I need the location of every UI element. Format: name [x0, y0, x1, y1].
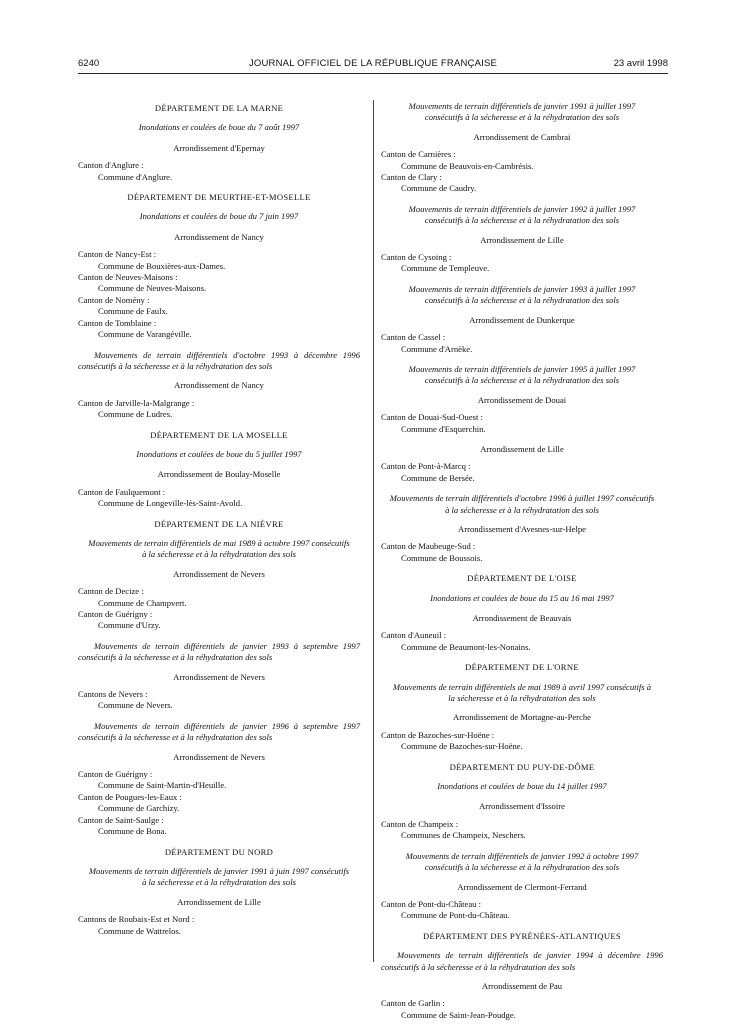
right-column	[381, 101, 663, 1030]
department-heading: DÉPARTEMENT DE LA NIÈVRE	[154, 518, 284, 529]
commune-line: Commune d'Esquerchin.	[401, 423, 486, 434]
arrondissement-heading: Arrondissement de Nancy	[174, 380, 264, 391]
issue-date: 23 avril 1998	[613, 58, 668, 69]
canton-group	[78, 914, 360, 937]
commune-line: Commune de Varangéville.	[98, 329, 192, 340]
canton-group	[381, 630, 663, 653]
commune-line: Commune de Garchizy.	[98, 803, 180, 814]
canton-line: Canton de Nancy-Est :	[78, 249, 157, 260]
column-divider	[373, 100, 374, 962]
canton-group	[78, 249, 360, 340]
arrondissement-heading: Arrondissement de Nancy	[174, 231, 264, 242]
canton-line: Canton d'Anglure :	[78, 160, 144, 171]
canton-group	[381, 730, 663, 753]
event-title: Mouvements de terrain différentiels de janvier 1996 à septembre 1997 consécutifs à la sécheresse et à la réhydratation des sols	[78, 720, 360, 743]
arrondissement-heading: Arrondissement de Dunkerque	[469, 314, 575, 325]
canton-line: Canton de Decize :	[78, 586, 144, 597]
canton-line: Canton de Douai-Sud-Ouest :	[381, 412, 483, 423]
canton-line: Cantons de Roubaix-Est et Nord :	[78, 914, 195, 925]
commune-line: Commune de Caudry.	[401, 183, 477, 194]
canton-line: Canton de Clary :	[381, 172, 442, 183]
canton-group	[381, 899, 663, 922]
arrondissement-heading: Arrondissement de Beauvais	[472, 613, 572, 623]
arrondissement-heading: Arrondissement de Boulay-Moselle	[157, 469, 281, 480]
event-title: Inondations et coulées de boue du 7 août 1997	[138, 122, 300, 133]
canton-line: Canton de Guérigny :	[78, 609, 153, 619]
canton-group	[381, 149, 663, 195]
event-title: Mouvements de terrain différentiels de janvier 1995 à juillet 1997 consécutifs à la sécheresse et à la réhydratation des sols	[408, 363, 636, 386]
canton-line: Canton de Bazoches-sur-Hoëne :	[381, 729, 495, 740]
arrondissement-heading: Arrondissement d'Epernay	[173, 142, 265, 153]
canton-line: Canton de Jarville-la-Malgrange :	[78, 397, 195, 408]
event-title: Mouvements de terrain différentiels de janvier 1993 à septembre 1997 consécutifs à la sécheresse et à la réhydratation des sols	[78, 640, 360, 663]
commune-line: Commune d'Arnèke.	[401, 343, 473, 354]
arrondissement-heading: Arrondissement d'Issoire	[479, 801, 565, 812]
canton-line: Canton de Cassel :	[381, 332, 446, 343]
commune-line: Commune de Beauvois-en-Cambrésis.	[401, 160, 534, 171]
event-title: Mouvements de terrain différentiels de janvier 1993 à juillet 1997 consécutifs à la sécheresse et à la réhydratation des sols	[408, 283, 636, 306]
canton-line: Canton d'Auneuil :	[381, 630, 447, 641]
department-heading: DÉPARTEMENT DU PUY-DE-DÔME	[449, 761, 595, 772]
department-heading: DÉPARTEMENT DE LA MARNE	[154, 103, 284, 113]
event-title: Mouvements de terrain différentiels de janvier 1992 à juillet 1997 consécutifs à la sécheresse et à la réhydratation des sols	[408, 203, 636, 226]
commune-line: Commune de Bazoches-sur-Hoëne.	[401, 741, 523, 752]
canton-line: Canton de Cysoing :	[381, 252, 452, 263]
left-column	[78, 101, 360, 946]
canton-line: Canton de Garlin :	[381, 998, 445, 1009]
canton-group	[381, 541, 663, 564]
event-title: Mouvements de terrain différentiels de mai 1989 à octobre 1997 consécutifs à la sécheresse et à la réhydratation des sols	[88, 537, 350, 560]
event-title: Mouvements de terrain différentiels de janvier 1991 à juin 1997 consécutifs à la sécheresse et à la réhydratation des sols	[88, 865, 350, 888]
commune-line: Commune de Boussois.	[401, 552, 483, 563]
canton-group	[78, 586, 360, 632]
event-title: Mouvements de terrain différentiels de mai 1989 à avril 1997 consécutifs à la sécheresse et à la réhydratation des sols	[392, 681, 652, 704]
arrondissement-heading: Arrondissement de Lille	[177, 896, 261, 907]
department-heading: DÉPARTEMENT DE MEURTHE-ET-MOSELLE	[127, 192, 311, 203]
arrondissement-heading: Arrondissement de Pau	[481, 980, 563, 991]
arrondissement-heading: Arrondissement d'Avesnes-sur-Helpe	[458, 523, 586, 534]
canton-line: Canton de Champeix :	[381, 818, 459, 829]
canton-group	[78, 160, 360, 183]
canton-line: Canton de Pont-à-Marcq :	[381, 461, 471, 472]
canton-line: Canton de Neuves-Maisons :	[78, 272, 178, 283]
arrondissement-heading: Arrondissement de Lille	[480, 443, 564, 454]
event-title: Mouvements de terrain différentiels de janvier 1994 à décembre 1996 consécutifs à la sécheresse et à la réhydratation des sols	[381, 950, 663, 972]
commune-line: Commune d'Urzy.	[98, 620, 161, 631]
commune-line: Communes de Champeix, Neschers.	[401, 830, 526, 841]
department-heading: DÉPARTEMENT DE L'OISE	[467, 573, 577, 584]
event-title: Inondations et coulées de boue du 5 juillet 1997	[136, 448, 302, 459]
canton-group	[78, 398, 360, 421]
canton-group	[381, 332, 663, 355]
commune-line: Commune de Bona.	[98, 826, 167, 837]
journal-title: JOURNAL OFFICIEL DE LA RÉPUBLIQUE FRANÇAISE	[248, 58, 498, 69]
commune-line: Commune de Saint-Martin-d'Heuille.	[98, 780, 227, 791]
canton-group	[381, 461, 663, 484]
canton-line: Canton de Saint-Saulge :	[78, 814, 164, 825]
department-heading: DÉPARTEMENT DE LA MOSELLE	[150, 429, 288, 440]
arrondissement-heading: Arrondissement de Lille	[480, 234, 564, 245]
canton-line: Canton de Tomblaine :	[78, 317, 157, 328]
commune-line: Commune de Neuves-Maisons.	[98, 283, 207, 294]
canton-group	[381, 252, 663, 275]
event-title: Inondations et coulées de boue du 7 juin 1997	[139, 211, 299, 222]
page-header	[78, 58, 668, 72]
canton-line: Canton de Faulquemont :	[78, 486, 166, 497]
commune-line: Commune de Ludres.	[98, 409, 173, 420]
commune-line: Commune de Wattrelos.	[98, 925, 181, 936]
arrondissement-heading: Arrondissement de Nevers	[173, 671, 265, 682]
canton-line: Canton de Pougues-les-Eaux :	[78, 791, 182, 802]
commune-line: Commune de Templeuve.	[401, 263, 490, 274]
canton-group	[78, 769, 360, 837]
canton-group	[381, 998, 663, 1021]
arrondissement-heading: Arrondissement de Mortagne-au-Perche	[453, 712, 591, 723]
department-heading: DÉPARTEMENT DU NORD	[164, 846, 274, 857]
arrondissement-heading: Arrondissement de Nevers	[173, 568, 265, 579]
canton-line: Canton de Nomény :	[78, 294, 150, 305]
page-number: 6240	[78, 58, 100, 69]
event-title: Mouvements de terrain différentiels de janvier 1991 à juillet 1997 consécutifs à la sécheresse et à la réhydratation des sols	[408, 101, 636, 123]
commune-line: Commune de Longeville-lès-Saint-Avold.	[98, 498, 243, 509]
canton-line: Canton de Guérigny :	[78, 769, 153, 780]
event-title: Mouvements de terrain différentiels d'octobre 1993 à décembre 1996 consécutifs à la sécheresse et à la réhydratation des sols	[78, 349, 360, 371]
arrondissement-heading: Arrondissement de Nevers	[173, 751, 265, 762]
arrondissement-heading: Arrondissement de Clermont-Ferrand	[457, 881, 587, 892]
commune-line: Commune de Saint-Jean-Poudge.	[401, 1009, 516, 1020]
canton-group	[78, 689, 360, 712]
canton-line: Canton de Carnières :	[381, 149, 456, 160]
event-title: Mouvements de terrain différentiels d'octobre 1996 à juillet 1997 consécutifs à la sécheresse et à la réhydratation des sols	[389, 493, 655, 515]
event-title: Inondations et coulées de boue du 15 au 16 mai 1997	[430, 592, 614, 603]
canton-line: Canton de Maubeuge-Sud :	[381, 541, 476, 552]
commune-line: Commune d'Anglure.	[98, 171, 173, 182]
commune-line: Commune de Faulx.	[98, 306, 168, 317]
canton-group	[381, 412, 663, 435]
commune-line: Commune de Nevers.	[98, 700, 173, 711]
department-heading: DÉPARTEMENT DES PYRÉNÉES-ATLANTIQUES	[423, 930, 621, 941]
commune-line: Commune de Champvert.	[98, 597, 187, 608]
commune-line: Commune de Bouxières-aux-Dames.	[98, 260, 226, 271]
commune-line: Commune de Beaumont-les-Nonains.	[401, 641, 531, 652]
canton-group	[78, 487, 360, 510]
commune-line: Commune de Bersée.	[401, 472, 475, 483]
canton-line: Canton de Pont-du-Château :	[381, 898, 482, 909]
header-rule	[78, 73, 668, 74]
arrondissement-heading: Arrondissement de Cambrai	[473, 131, 571, 142]
commune-line: Commune de Pont-du-Château.	[401, 910, 510, 921]
arrondissement-heading: Arrondissement de Douai	[477, 394, 567, 405]
canton-group	[381, 819, 663, 842]
event-title: Inondations et coulées de boue du 14 juillet 1997	[437, 781, 607, 792]
event-title: Mouvements de terrain différentiels de janvier 1992 à octobre 1997 consécutifs à la sécheresse et à la réhydratation des sols	[405, 850, 639, 873]
department-heading: DÉPARTEMENT DE L'ORNE	[465, 662, 579, 673]
canton-line: Cantons de Nevers :	[78, 689, 148, 700]
